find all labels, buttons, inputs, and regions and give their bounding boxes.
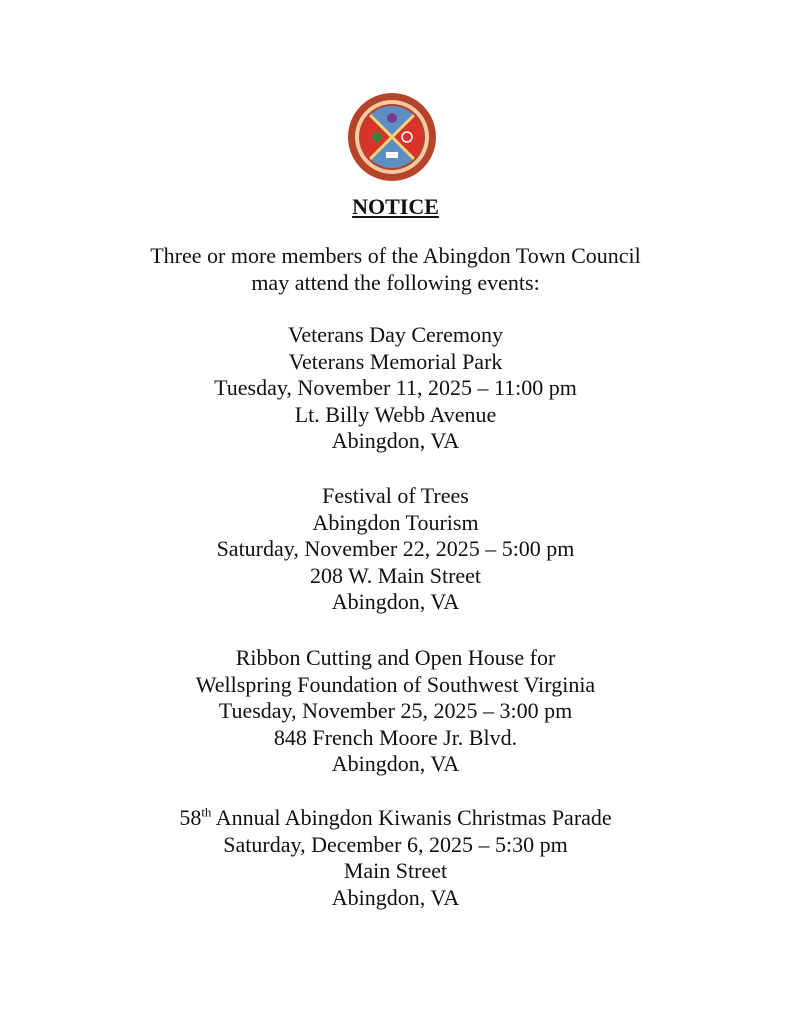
event-city: Abingdon, VA: [331, 428, 460, 453]
event-name-number: 58: [179, 805, 202, 830]
event-block: [0, 645, 791, 778]
event-address: Main Street: [343, 858, 448, 883]
event-name: [0, 805, 791, 832]
event-datetime: Saturday, November 22, 2025 – 5:00 pm: [216, 536, 575, 561]
event-name-ordinal-suffix: th: [201, 804, 212, 820]
event-venue: Abingdon Tourism: [312, 509, 479, 535]
event-block: [0, 483, 791, 616]
event-block: [0, 322, 791, 455]
event-name: Ribbon Cutting and Open House for: [235, 645, 556, 670]
event-name: Veterans Day Ceremony: [287, 322, 504, 347]
event-datetime: Saturday, December 6, 2025 – 5:30 pm: [223, 831, 568, 857]
event-city: Abingdon, VA: [331, 589, 460, 614]
event-city: Abingdon, VA: [331, 884, 460, 910]
event-venue: Veterans Memorial Park: [288, 348, 503, 374]
event-city: Abingdon, VA: [331, 751, 460, 776]
notice-intro: [0, 243, 791, 296]
intro-line: Three or more members of the Abingdon Town Council: [150, 243, 641, 268]
event-datetime: Tuesday, November 11, 2025 – 11:00 pm: [214, 375, 577, 400]
event-address: Lt. Billy Webb Avenue: [294, 401, 497, 427]
event-venue: Wellspring Foundation of Southwest Virginia: [195, 671, 596, 697]
event-block: [0, 805, 791, 911]
event-datetime: Tuesday, November 25, 2025 – 3:00 pm: [218, 698, 573, 723]
event-address: 848 French Moore Jr. Blvd.: [273, 724, 518, 750]
intro-line: may attend the following events:: [251, 269, 540, 295]
notice-heading: NOTICE: [352, 194, 439, 219]
event-name: Festival of Trees: [322, 483, 469, 508]
event-address: 208 W. Main Street: [309, 562, 482, 588]
town-seal-logo: [346, 92, 438, 182]
event-name-rest: Annual Abingdon Kiwanis Christmas Parade: [211, 805, 612, 830]
